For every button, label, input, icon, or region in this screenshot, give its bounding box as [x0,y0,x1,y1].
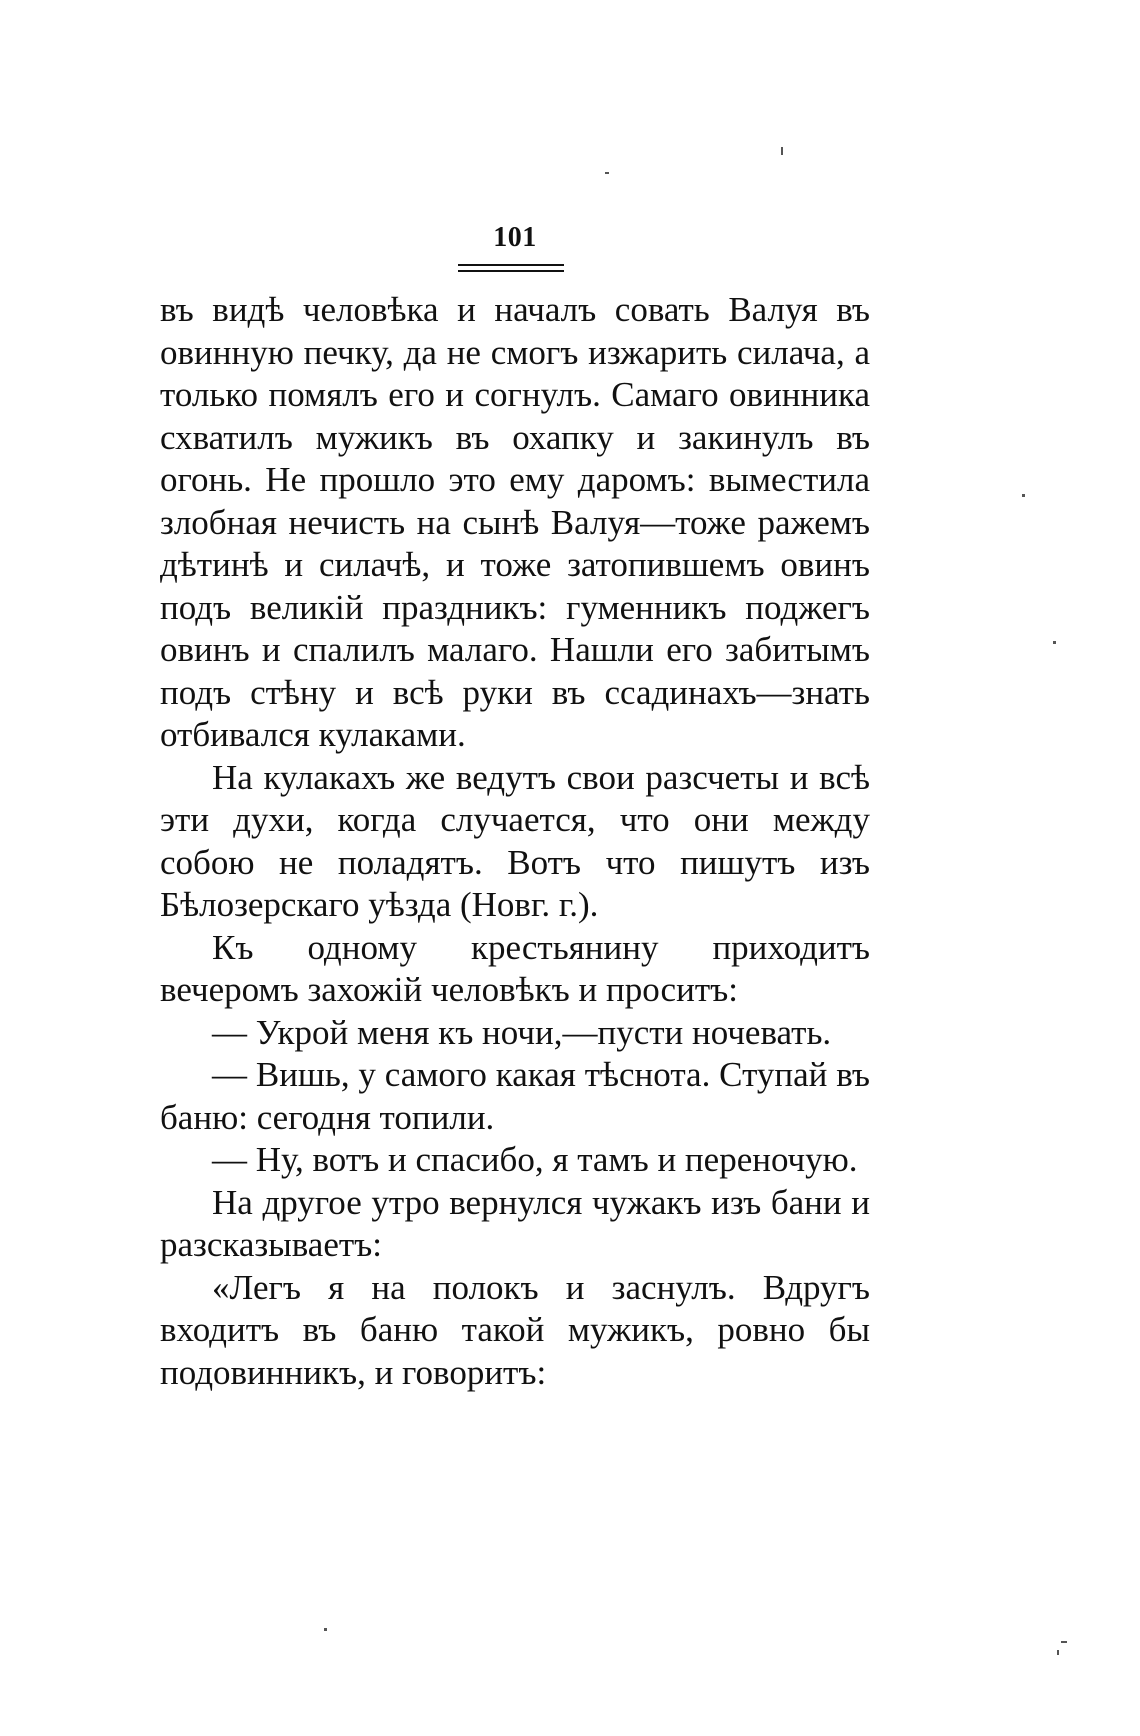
header-rule-top [458,264,564,266]
paragraph: На другое утро вернулся чужакъ изъ бани и разсказываетъ: [160,1182,870,1264]
dialogue-line: — Ну, вотъ и спасибо, я тамъ и переночую. [212,1140,858,1179]
dialogue-line: — Укрой меня къ ночи,—пусти ночевать. [212,1012,832,1052]
page-number: 101 [493,222,537,253]
scan-speck [781,147,783,155]
paragraph-continued: въ видѣ человѣка и началъ совать Валуя въ овинную печку, да не смогъ изжарить силача, а только помялъ его и согнулъ. Самаго овинника схватилъ мужикъ въ охапку и закинулъ въ огонь. Не прошло это ему даромъ: выместила злобная нечисть на сынѣ Валуя—тоже ражемъ дѣтинѣ и силачѣ, и тоже затопившемъ овинъ подъ великій праздникъ: гуменникъ поджегъ овинъ и спалилъ малаго. Нашли его забитымъ подъ стѣну и всѣ руки въ ссадинахъ—знать отбивался кулаками. [160,290,870,754]
body-text [160,289,870,1394]
paragraph: На кулакахъ же ведутъ свои разсчеты и всѣ эти духи, когда случается, что они между собою не поладятъ. Вотъ что пишутъ изъ Бѣлозерскаго уѣзда (Новг. г.). [160,757,870,924]
dialogue-line: — Вишь, у самого какая тѣснота. Ступай въ баню: сегодня топили. [160,1055,870,1137]
paragraph: Къ одному крестьянину приходитъ вечеромъ захожій человѣкъ и проситъ: [160,927,870,1009]
quoted-paragraph: «Легъ я на полокъ и заснулъ. Вдругъ входитъ въ баню такой мужикъ, ровно бы подовинникъ, и говоритъ: [160,1267,870,1392]
scan-speck [1022,494,1025,497]
scan-speck [605,172,609,174]
scan-speck [1057,1650,1059,1655]
scan-speck [1061,1641,1067,1643]
scan-speck [324,1628,327,1631]
scan-speck [1053,641,1056,644]
header-rule-bottom [458,270,564,272]
